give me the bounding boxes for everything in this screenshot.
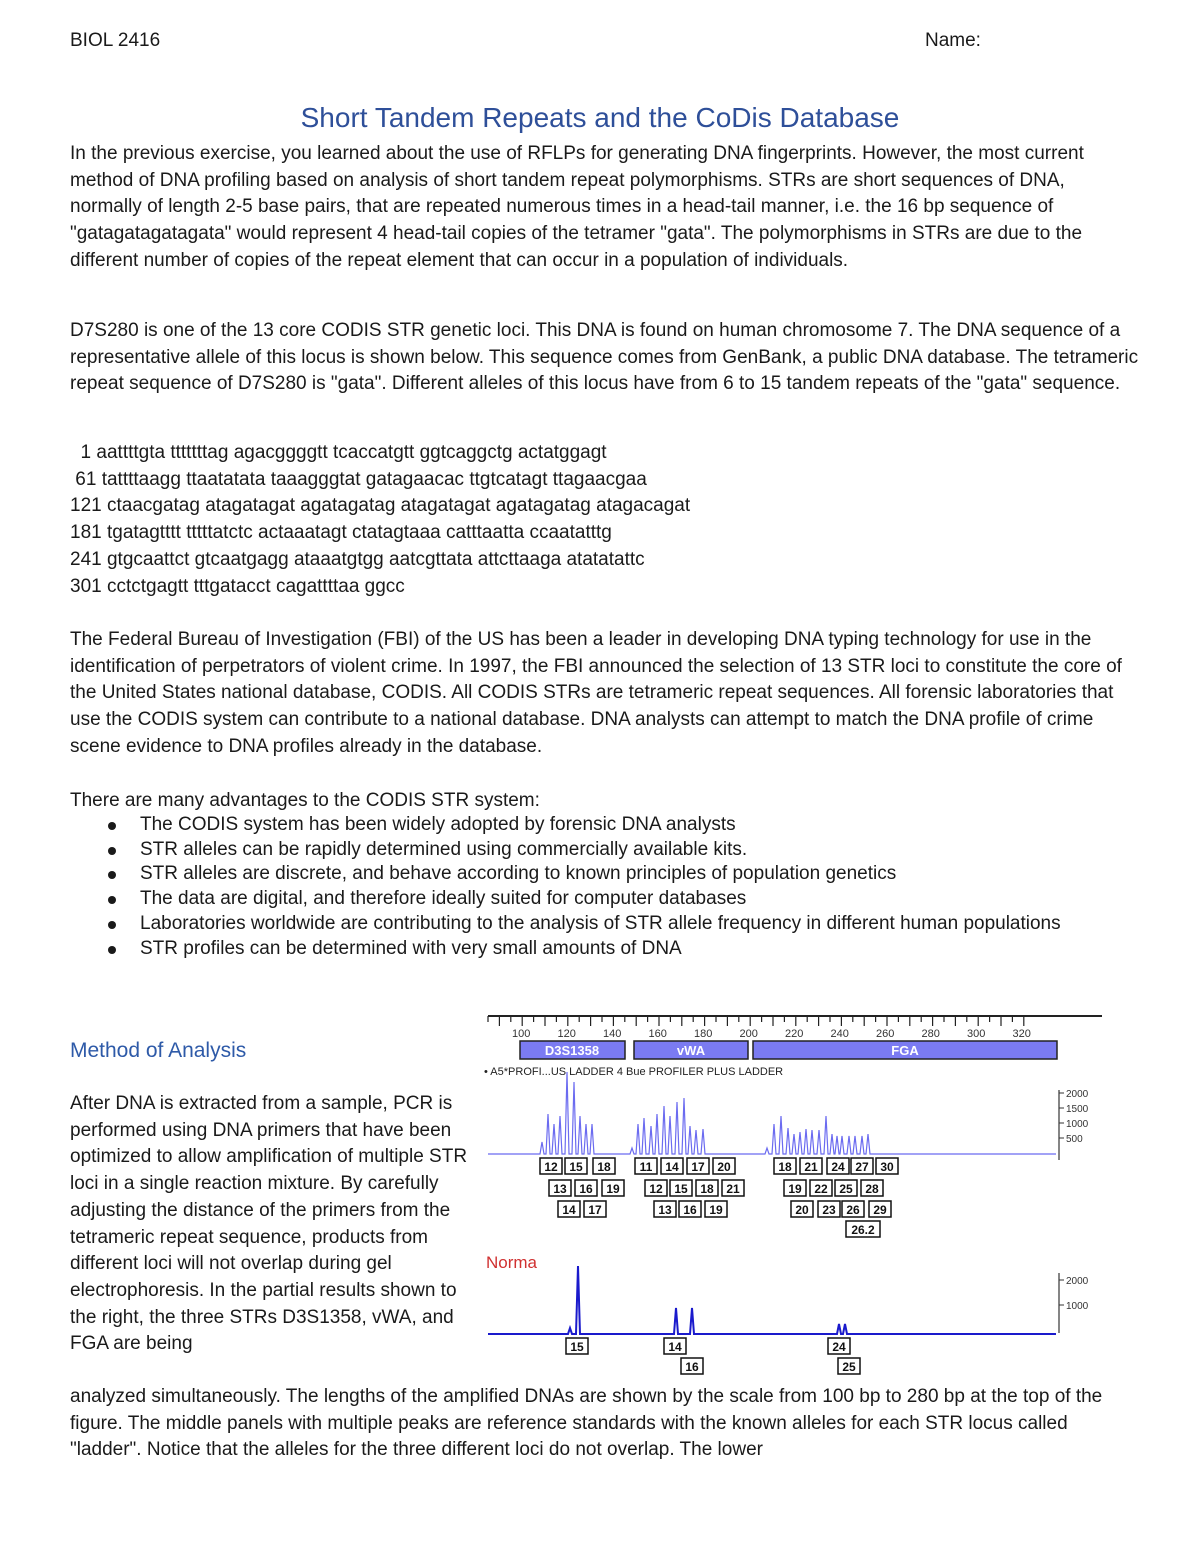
svg-text:21: 21 [726, 1182, 740, 1196]
list-item: The CODIS system has been widely adopted by forensic DNA analysts [70, 813, 1120, 838]
list-item: The data are digital, and therefore ideally suited for computer databases [70, 887, 1120, 912]
bullet-icon [108, 896, 116, 904]
intro-paragraph: In the previous exercise, you learned about the use of RFLPs for generating DNA fingerprints. However, the most current method of DNA profiling based on analysis of short tandem repeat polymorphisms. STRs are short sequences of DNA, normally of length 2-5 base pairs, that are repeated numerous times in a head-tail manner, i.e. the 16 bp sequence of "gatagatagatagata" would represent 4 head-tail copies of the tetramer "gata". The polymorphisms in STRs are due to the different number of copies of the repeat element that can occur in a population of individuals. [70, 143, 1084, 271]
svg-text:27: 27 [855, 1160, 869, 1174]
svg-text:180: 180 [694, 1028, 713, 1040]
svg-text:15: 15 [569, 1160, 583, 1174]
svg-text:vWA: vWA [676, 1043, 706, 1058]
list-item: Laboratories worldwide are contributing to the analysis of STR allele frequency in different human populations [70, 912, 1120, 937]
svg-text:22: 22 [814, 1182, 828, 1196]
str-electropherogram-figure [484, 1008, 1106, 1383]
advantages-list [70, 813, 1120, 961]
svg-text:16: 16 [685, 1360, 699, 1374]
svg-text:15: 15 [674, 1182, 688, 1196]
svg-text:17: 17 [691, 1160, 705, 1174]
svg-text:FGA: FGA [891, 1043, 919, 1058]
svg-text:200: 200 [739, 1028, 758, 1040]
svg-text:1000: 1000 [1066, 1301, 1089, 1312]
method-heading: Method of Analysis [70, 1039, 247, 1062]
dna-sequence [70, 440, 690, 600]
sequence-line: 1 aattttgta tttttttag agacggggtt tcaccatgtt ggtcaggctg actatggagt [70, 442, 607, 463]
svg-text:13: 13 [553, 1182, 567, 1196]
svg-text:160: 160 [648, 1028, 667, 1040]
bullet-icon [108, 871, 116, 879]
loci-bars [520, 1041, 1057, 1059]
bp-scale-ruler [488, 1016, 1102, 1040]
svg-text:23: 23 [822, 1203, 836, 1217]
svg-text:300: 300 [967, 1028, 986, 1040]
svg-text:28: 28 [865, 1182, 879, 1196]
svg-text:220: 220 [785, 1028, 804, 1040]
svg-text:2000: 2000 [1066, 1089, 1089, 1100]
svg-text:25: 25 [842, 1360, 856, 1374]
ladder-caption: • A5*PROFI...US LADDER 4 Bue PROFILER PLUS LADDER [484, 1066, 784, 1078]
advantages-intro: There are many advantages to the CODIS STR system: [70, 790, 540, 811]
svg-text:21: 21 [804, 1160, 818, 1174]
bullet-icon [108, 847, 116, 855]
svg-text:1500: 1500 [1066, 1104, 1089, 1115]
svg-text:11: 11 [639, 1160, 653, 1174]
svg-text:19: 19 [606, 1182, 620, 1196]
svg-text:14: 14 [562, 1203, 576, 1217]
svg-text:16: 16 [579, 1182, 593, 1196]
svg-text:1000: 1000 [1066, 1119, 1089, 1130]
svg-text:25: 25 [839, 1182, 853, 1196]
svg-text:20: 20 [795, 1203, 809, 1217]
sequence-line: 241 gtgcaattct gtcaatgagg ataaatgtgg aatcgttata attcttaaga atatatattc [70, 548, 645, 570]
svg-text:19: 19 [788, 1182, 802, 1196]
page-title: Short Tandem Repeats and the CoDis Database [300, 102, 900, 133]
ladder-trace [488, 1072, 1089, 1237]
course-code: BIOL 2416 [70, 30, 161, 51]
svg-text:20: 20 [717, 1160, 731, 1174]
method-paragraph-continued: analyzed simultaneously. The lengths of the amplified DNAs are shown by the scale from 100 bp to 280 bp at the top of the figure. The middle panels with multiple peaks are reference standards with the known alleles for each STR locus called "ladder". Notice that the alleles for the three different loci do not overlap. The lower [70, 1386, 1103, 1461]
svg-text:12: 12 [544, 1160, 558, 1174]
svg-text:13: 13 [658, 1203, 672, 1217]
sample-label: Norma [486, 1253, 538, 1272]
svg-text:280: 280 [921, 1028, 940, 1040]
list-item: STR alleles are discrete, and behave according to known principles of population genetics [70, 862, 1120, 887]
bullet-icon [108, 946, 116, 954]
svg-text:26.2: 26.2 [851, 1223, 875, 1237]
list-item: STR profiles can be determined with very small amounts of DNA [70, 937, 1120, 962]
svg-text:26: 26 [846, 1203, 860, 1217]
svg-text:140: 140 [603, 1028, 622, 1040]
svg-text:19: 19 [709, 1203, 723, 1217]
svg-text:260: 260 [876, 1028, 895, 1040]
sequence-line: 181 tgatagtttt tttttatctc actaaatagt ctatagtaaa catttaatta ccaatatttg [70, 522, 612, 544]
svg-text:120: 120 [557, 1028, 576, 1040]
svg-text:320: 320 [1012, 1028, 1031, 1040]
svg-text:2000: 2000 [1066, 1276, 1089, 1287]
svg-text:16: 16 [683, 1203, 697, 1217]
svg-text:15: 15 [570, 1340, 584, 1354]
svg-text:29: 29 [873, 1203, 887, 1217]
name-label: Name: [925, 30, 981, 51]
list-item: STR alleles can be rapidly determined using commercially available kits. [70, 838, 1120, 863]
svg-text:24: 24 [831, 1160, 845, 1174]
svg-text:30: 30 [880, 1160, 894, 1174]
svg-text:14: 14 [668, 1340, 682, 1354]
sequence-line: 301 cctctgagtt tttgatacct cagattttaa ggcc [70, 575, 405, 597]
d7s280-paragraph: D7S280 is one of the 13 core CODIS STR genetic loci. This DNA is found on human chromosome 7. The DNA sequence of a representative allele of this locus is shown below. This sequence comes from GenBank, a public DNA database. The tetrameric repeat sequence of D7S280 is "gata". Different alleles of this locus have from 6 to 15 tandem repeats of the "gata" sequence. [70, 320, 1139, 395]
svg-text:240: 240 [830, 1028, 849, 1040]
svg-text:24: 24 [832, 1340, 846, 1354]
sequence-line: 61 tattttaagg ttaatatata taaagggtat gatagaacac ttgtcatagt ttagaacgaa [70, 468, 647, 490]
bullet-icon [108, 921, 116, 929]
svg-text:500: 500 [1066, 1134, 1083, 1145]
svg-text:18: 18 [700, 1182, 714, 1196]
svg-text:18: 18 [597, 1160, 611, 1174]
sample-trace [488, 1266, 1089, 1374]
sequence-line: 121 ctaacgatag atagatagat agatagatag atagatagat agatagatag atagacagat [70, 495, 691, 517]
svg-text:18: 18 [778, 1160, 792, 1174]
bullet-icon [108, 822, 116, 830]
svg-text:D3S1358: D3S1358 [544, 1043, 600, 1058]
fbi-paragraph: The Federal Bureau of Investigation (FBI) of the US has been a leader in developing DNA typing technology for use in the identification of perpetrators of violent crime. In 1997, the FBI announced the selection of 13 STR loci to constitute the core of the United States national database, CODIS. All CODIS STRs are tetrameric repeat sequences. All forensic laboratories that use the CODIS system can contribute to a national database. DNA analysts can attempt to match the DNA profile of crime scene evidence to DNA profiles already in the database. [70, 629, 1122, 757]
svg-text:17: 17 [588, 1203, 602, 1217]
method-paragraph: After DNA is extracted from a sample, PCR is performed using DNA primers that have been optimized to allow amplification of multiple STR loci in a single reaction mixture. By carefully adjusting the distance of the primers from the tetrameric repeat sequence, products from different loci will not overlap during gel electrophoresis. In the partial results shown to the right, the three STRs D3S1358, vWA, and FGA are being [70, 1093, 468, 1355]
svg-text:14: 14 [665, 1160, 679, 1174]
svg-text:12: 12 [649, 1182, 663, 1196]
svg-text:100: 100 [512, 1028, 531, 1040]
